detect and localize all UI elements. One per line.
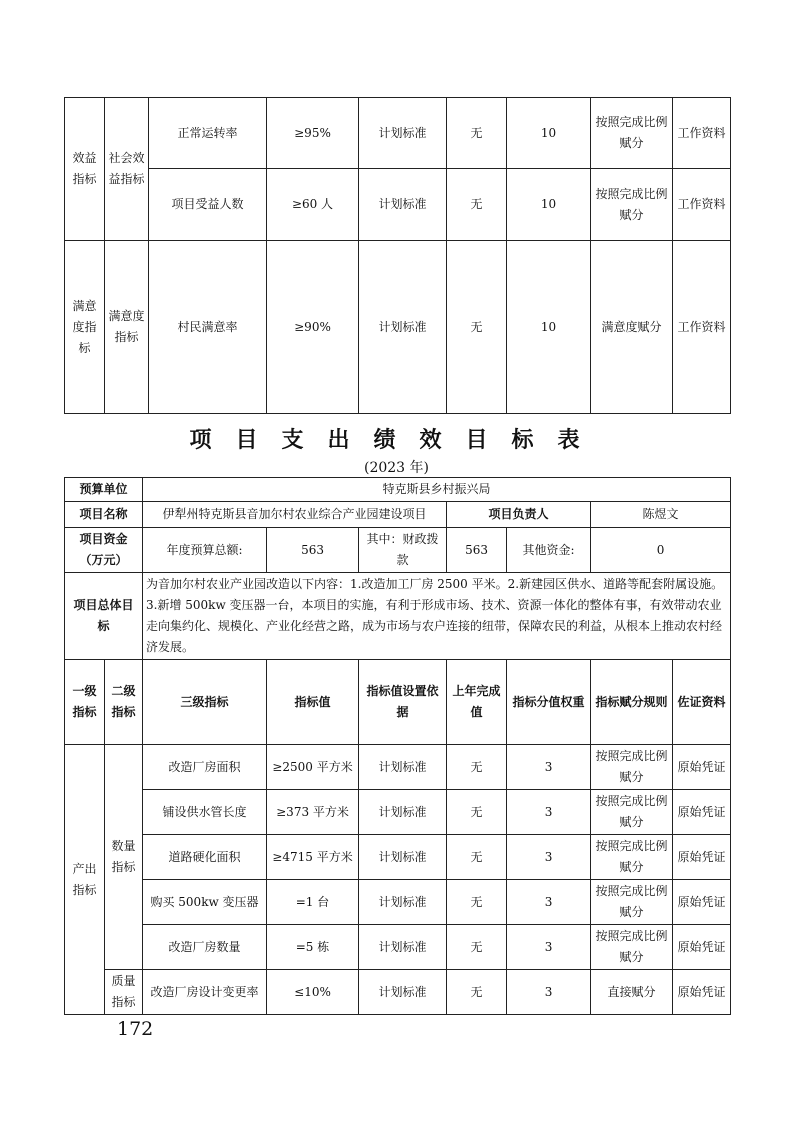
rule-cell: 按照完成比例赋分	[591, 790, 673, 835]
basis-cell: 计划标准	[359, 169, 447, 241]
level1-cell: 效益指标	[65, 98, 105, 241]
level2-cell: 质量指标	[105, 970, 143, 1015]
level3-cell: 项目受益人数	[149, 169, 267, 241]
weight-cell: 3	[507, 745, 591, 790]
table-row	[65, 835, 731, 880]
year-subtitle: (2023 年)	[363, 460, 429, 476]
table-row	[65, 745, 731, 790]
leader-label: 项目负责人	[447, 502, 591, 528]
table-row	[65, 169, 731, 241]
rule-cell: 直接赋分	[591, 970, 673, 1015]
basis-cell: 计划标准	[359, 98, 447, 169]
value-cell: ≥95%	[267, 98, 359, 169]
goal-text: 为音加尔村农业产业园改造以下内容：1.改造加工厂房 2500 平米。2.新建园区供水、道路等配套附属设施。3.新增 500kw 变压器一台，本项目的实施，有利于形成市场、技术、资源一体化的整体有事，有效带动农业走向集约化、规模化、产业化经营之路，成为市场与农户连接的纽带，保障农民的利益，从根本上推动农村经济发展。	[143, 573, 731, 660]
fiscal-value: 563	[447, 528, 507, 573]
level1-cell: 产出指标	[65, 745, 105, 1015]
last-year-cell: 无	[447, 241, 507, 414]
performance-target-table	[64, 477, 731, 1015]
last-year-cell: 无	[447, 880, 507, 925]
table-row	[65, 478, 731, 502]
page-title: 项目支出绩效目标表	[189, 428, 604, 453]
rule-cell: 按照完成比例赋分	[591, 925, 673, 970]
value-cell: ≥90%	[267, 241, 359, 414]
table-row	[65, 502, 731, 528]
basis-cell: 计划标准	[359, 835, 447, 880]
table-row	[65, 970, 731, 1015]
basis-cell: 计划标准	[359, 970, 447, 1015]
weight-cell: 3	[507, 970, 591, 1015]
weight-cell: 10	[507, 169, 591, 241]
table-row	[65, 241, 731, 414]
rule-cell: 按照完成比例赋分	[591, 745, 673, 790]
value-cell: =5 栋	[267, 925, 359, 970]
last-year-cell: 无	[447, 745, 507, 790]
header-cell: 指标赋分规则	[591, 660, 673, 745]
level3-cell: 改造厂房数量	[143, 925, 267, 970]
basis-cell: 计划标准	[359, 790, 447, 835]
evidence-cell: 原始凭证	[673, 745, 731, 790]
rule-cell: 按照完成比例赋分	[591, 835, 673, 880]
level3-cell: 购买 500kw 变压器	[143, 880, 267, 925]
table-row	[65, 573, 731, 660]
basis-cell: 计划标准	[359, 745, 447, 790]
weight-cell: 3	[507, 880, 591, 925]
project-name-label: 项目名称	[65, 502, 143, 528]
weight-cell: 3	[507, 925, 591, 970]
weight-cell: 3	[507, 790, 591, 835]
value-cell: ≤10%	[267, 970, 359, 1015]
header-cell: 佐证资料	[673, 660, 731, 745]
table-row	[65, 528, 731, 573]
basis-cell: 计划标准	[359, 880, 447, 925]
level2-cell: 社会效益指标	[105, 98, 149, 241]
header-row	[65, 660, 731, 745]
level3-cell: 村民满意率	[149, 241, 267, 414]
table-row	[65, 925, 731, 970]
table-row	[65, 98, 731, 169]
other-funds-value: 0	[591, 528, 731, 573]
level3-cell: 改造厂房设计变更率	[143, 970, 267, 1015]
table-row	[65, 790, 731, 835]
budget-unit-value: 特克斯县乡村振兴局	[143, 478, 731, 502]
header-cell: 指标值设置依据	[359, 660, 447, 745]
evidence-cell: 原始凭证	[673, 925, 731, 970]
rule-cell: 满意度赋分	[591, 241, 673, 414]
level3-cell: 正常运转率	[149, 98, 267, 169]
weight-cell: 10	[507, 98, 591, 169]
rule-cell: 按照完成比例赋分	[591, 98, 673, 169]
header-cell: 指标值	[267, 660, 359, 745]
header-cell: 一级指标	[65, 660, 105, 745]
leader-value: 陈煜文	[591, 502, 731, 528]
header-cell: 三级指标	[143, 660, 267, 745]
last-year-cell: 无	[447, 835, 507, 880]
level3-cell: 道路硬化面积	[143, 835, 267, 880]
evidence-cell: 工作资料	[673, 98, 731, 169]
evidence-cell: 原始凭证	[673, 970, 731, 1015]
weight-cell: 10	[507, 241, 591, 414]
top-indicator-table	[64, 97, 731, 414]
other-funds-label: 其他资金:	[507, 528, 591, 573]
rule-cell: 按照完成比例赋分	[591, 880, 673, 925]
page-number: 172	[117, 1018, 154, 1040]
basis-cell: 计划标准	[359, 925, 447, 970]
evidence-cell: 原始凭证	[673, 790, 731, 835]
budget-unit-label: 预算单位	[65, 478, 143, 502]
goal-label: 项目总体目标	[65, 573, 143, 660]
weight-cell: 3	[507, 835, 591, 880]
annual-budget-label: 年度预算总额:	[143, 528, 267, 573]
evidence-cell: 工作资料	[673, 241, 731, 414]
last-year-cell: 无	[447, 169, 507, 241]
evidence-cell: 原始凭证	[673, 835, 731, 880]
level2-cell: 满意度指标	[105, 241, 149, 414]
evidence-cell: 工作资料	[673, 169, 731, 241]
funds-label: 项目资金（万元）	[65, 528, 143, 573]
level3-cell: 改造厂房面积	[143, 745, 267, 790]
value-cell: ≥4715 平方米	[267, 835, 359, 880]
level3-cell: 铺设供水管长度	[143, 790, 267, 835]
basis-cell: 计划标准	[359, 241, 447, 414]
header-cell: 指标分值权重	[507, 660, 591, 745]
annual-budget-value: 563	[267, 528, 359, 573]
table-row	[65, 880, 731, 925]
value-cell: ≥373 平方米	[267, 790, 359, 835]
header-cell: 二级指标	[105, 660, 143, 745]
value-cell: ≥60 人	[267, 169, 359, 241]
evidence-cell: 原始凭证	[673, 880, 731, 925]
header-cell: 上年完成值	[447, 660, 507, 745]
last-year-cell: 无	[447, 970, 507, 1015]
value-cell: =1 台	[267, 880, 359, 925]
last-year-cell: 无	[447, 925, 507, 970]
fiscal-label: 其中：财政拨款	[359, 528, 447, 573]
last-year-cell: 无	[447, 790, 507, 835]
value-cell: ≥2500 平方米	[267, 745, 359, 790]
level1-cell: 满意度指标	[65, 241, 105, 414]
level2-cell: 数量指标	[105, 745, 143, 970]
rule-cell: 按照完成比例赋分	[591, 169, 673, 241]
project-name-value: 伊犁州特克斯县音加尔村农业综合产业园建设项目	[143, 502, 447, 528]
last-year-cell: 无	[447, 98, 507, 169]
